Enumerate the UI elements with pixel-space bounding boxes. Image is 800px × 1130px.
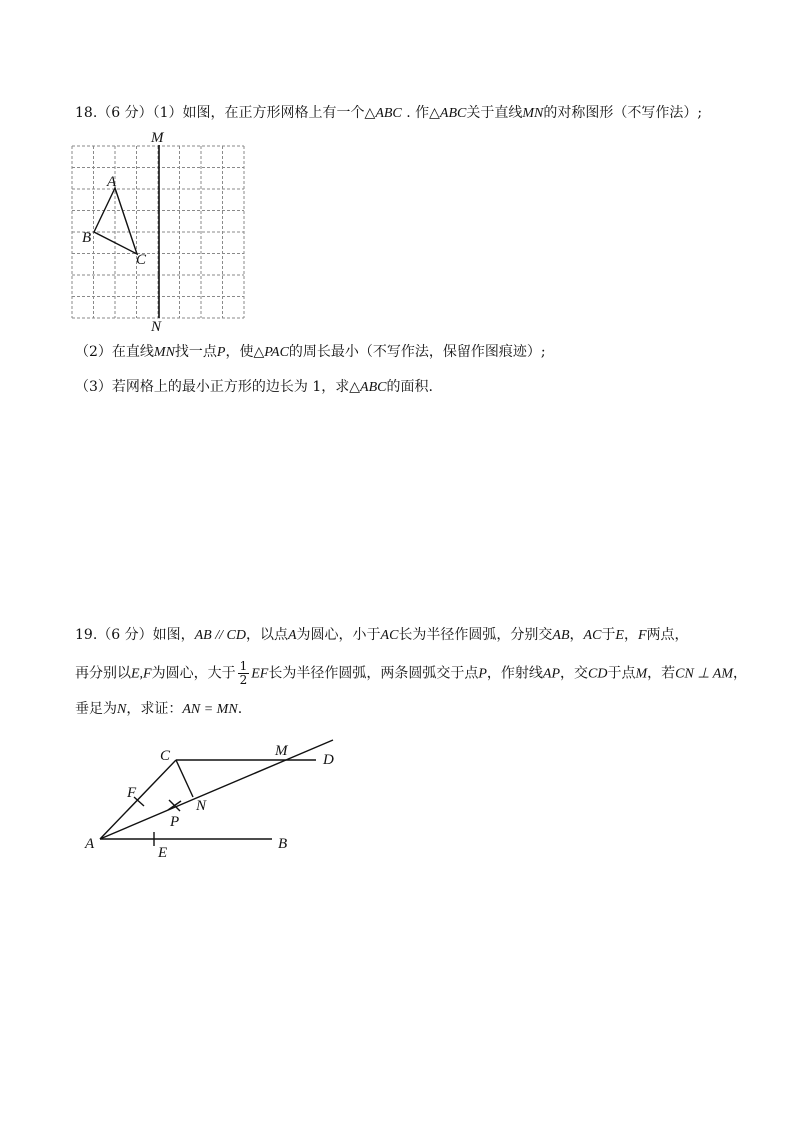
q19-line-2: 再分别以E,F为圆心，大于 $\frac{1}{2}$ EF长为半径作圆弧，两条圆弧交于点P，作射线AP，交CD于点M，若CN ⊥ AM， xyxy=(75,659,747,687)
q18-line-1: 18.（6 分）（1）如图，在正方形网格上有一个△ABC . 作△ABC关于直线MN的对称图形（不写作法）; xyxy=(75,105,703,121)
segment-ac xyxy=(100,760,176,839)
label-b: B xyxy=(82,230,92,246)
label-d19: D xyxy=(323,752,334,768)
label-n: N xyxy=(151,319,162,335)
label-f19: F xyxy=(127,785,137,801)
label-a: A xyxy=(107,174,117,190)
label-a19: A xyxy=(85,836,95,852)
q18-line-2: （2）在直线MN找一点P，使△PAC的周长最小（不写作法，保留作图痕迹）; xyxy=(75,344,546,360)
q19-line-1: 19.（6 分）如图，AB // CD，以点A为圆心，小于AC长为半径作圆弧，分别交AB，AC于E，F两点， xyxy=(75,627,689,643)
segment-cn xyxy=(176,760,193,797)
q19-line-3: 垂足为N，求证：AN = MN. xyxy=(75,701,243,717)
q18-line-3: （3）若网格上的最小正方形的边长为 1，求△ABC的面积. xyxy=(75,379,433,395)
fraction-half: $\frac{1}{2}$ xyxy=(239,659,248,687)
label-n19: N xyxy=(196,798,207,814)
label-e19: E xyxy=(158,845,168,861)
label-p19: P xyxy=(170,814,180,830)
label-b19: B xyxy=(278,836,288,852)
label-m: M xyxy=(151,130,164,146)
label-c: C xyxy=(136,252,147,268)
label-c19: C xyxy=(160,748,171,764)
label-m19: M xyxy=(275,743,288,759)
